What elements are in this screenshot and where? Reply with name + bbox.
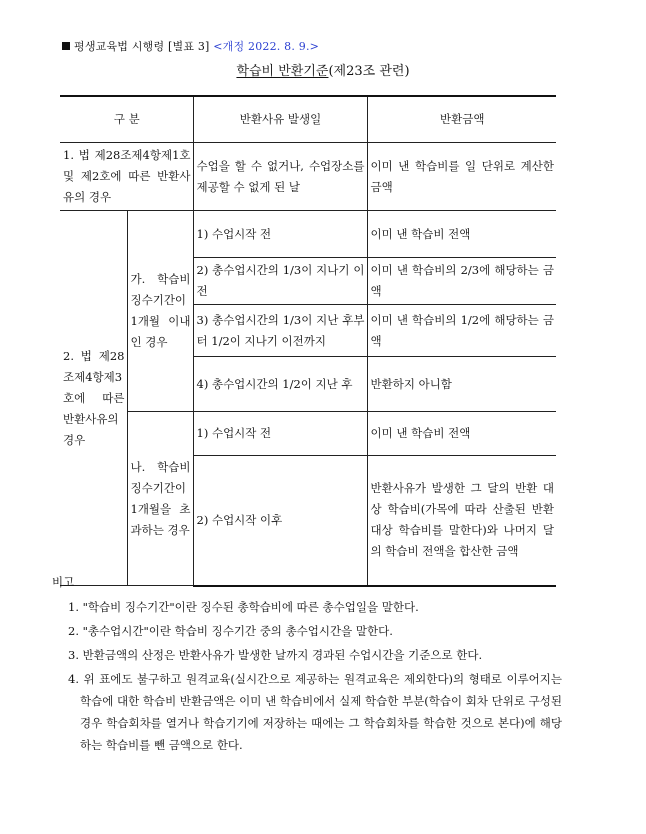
- law-reference: 평생교육법 시행령 [별표 3]: [74, 40, 210, 53]
- row2a-label: 가. 학습비 징수기간이 1개월 이내인 경우: [127, 211, 193, 412]
- note-item: 3. 반환금액의 산정은 반환사유가 발생한 날까지 경과된 수업시간을 기준으로 한다.: [68, 648, 483, 662]
- note-item: 2. "총수업시간"이란 학습비 징수기간 중의 총수업시간을 말한다.: [68, 624, 393, 638]
- title-suffix: (제23조 관련): [328, 64, 410, 79]
- row2a-amount-1: 이미 낸 학습비 전액: [367, 211, 556, 258]
- notes-section: [52, 571, 562, 758]
- header-amount: 반환금액: [367, 96, 556, 143]
- table-header-row: [60, 96, 556, 143]
- notes-list: [52, 596, 562, 756]
- row2a-amount-4: 반환하지 아니함: [367, 357, 556, 412]
- row2a-date-2: 2) 총수업시간의 1/3이 지나기 이전: [193, 258, 367, 305]
- law-header: [62, 38, 319, 54]
- row2b-label: 나. 학습비 징수기간이 1개월을 초과하는 경우: [127, 412, 193, 586]
- table-row: [60, 211, 556, 258]
- row1-amount: 이미 낸 학습비를 일 단위로 계산한 금액: [367, 143, 556, 211]
- table-row: [60, 412, 556, 456]
- row2a-date-1: 1) 수업시작 전: [193, 211, 367, 258]
- row2-category: 2. 법 제28조제4항제3호에 따른 반환사유의 경우: [60, 211, 127, 586]
- revision-date: <개정 2022. 8. 9.>: [213, 40, 320, 53]
- row2a-amount-3: 이미 낸 학습비의 1/2에 해당하는 금액: [367, 305, 556, 357]
- row2b-amount-2: 반환사유가 발생한 그 달의 반환 대상 학습비(가목에 따라 산출된 반환 대상 학습비를 말한다)와 나머지 달의 학습비 전액을 합산한 금액: [367, 456, 556, 586]
- row2a-amount-2: 이미 낸 학습비의 2/3에 해당하는 금액: [367, 258, 556, 305]
- row2b-date-2: 2) 수업시작 이후: [193, 456, 367, 586]
- document-title: [0, 60, 646, 79]
- title-main: 학습비 반환기준: [236, 64, 329, 79]
- refund-criteria-table: [60, 95, 556, 587]
- row2a-date-4: 4) 총수업시간의 1/2이 지난 후: [193, 357, 367, 412]
- square-bullet-icon: [62, 42, 70, 50]
- row1-category: 1. 법 제28조제4항제1호 및 제2호에 따른 반환사유의 경우: [60, 143, 193, 211]
- row1-date: 수업을 할 수 없거나, 수업장소를 제공할 수 없게 된 날: [193, 143, 367, 211]
- row2a-date-3: 3) 총수업시간의 1/3이 지난 후부터 1/2이 지나기 이전까지: [193, 305, 367, 357]
- header-category: 구 분: [60, 96, 193, 143]
- note-item: 4. 위 표에도 불구하고 원격교육(실시간으로 제공하는 원격교육은 제외한다)의 형태로 이루어지는 학습에 대한 학습비 반환금액은 이미 낸 학습비에서 실제 학습한 부분(학습이 회차 단위로 구성된 경우 학습회차를 열거나 학습기기에 저장하는 때에는 그 학습회차를 학습한 것으로 본다)에 해당하는 학습비를 뺀 금액으로 한다.: [68, 672, 562, 752]
- header-date: 반환사유 발생일: [193, 96, 367, 143]
- row2b-amount-1: 이미 낸 학습비 전액: [367, 412, 556, 456]
- note-item: 1. "학습비 징수기간"이란 징수된 총학습비에 따른 총수업일을 말한다.: [68, 600, 419, 614]
- row2b-date-1: 1) 수업시작 전: [193, 412, 367, 456]
- table-row: [60, 143, 556, 211]
- notes-title: 비고: [52, 575, 75, 589]
